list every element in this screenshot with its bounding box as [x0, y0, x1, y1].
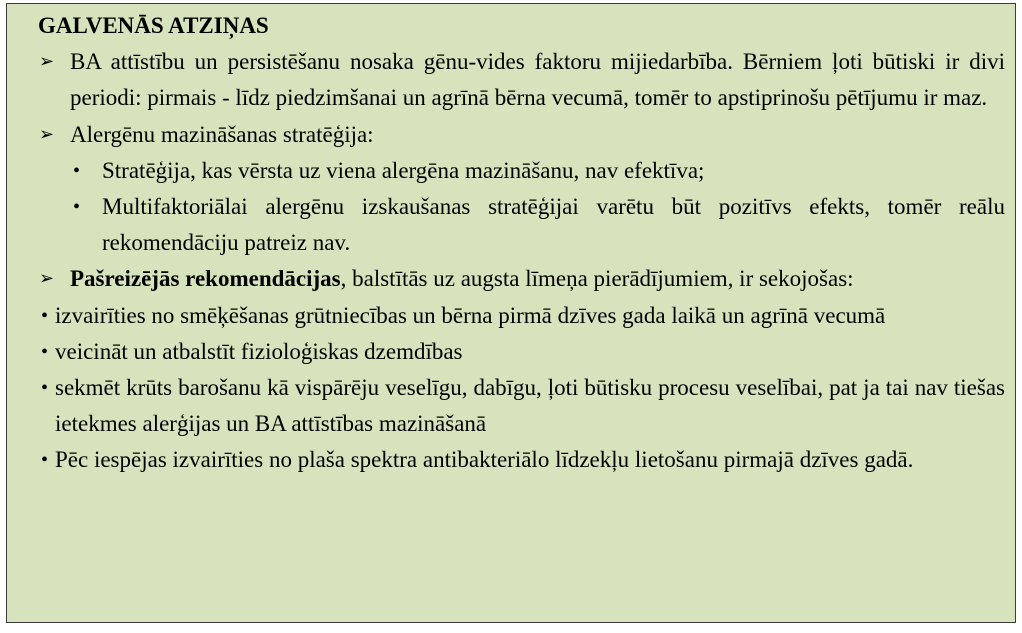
- dot-bullet-icon: •: [41, 340, 49, 363]
- arrow-bullet-icon: ➢: [39, 51, 55, 73]
- item-text: Stratēģija, kas vērsta uz viena alergēna mazināšanu, nav efektīva;: [102, 157, 705, 183]
- key-findings-box: [6, 3, 1016, 623]
- bullet-item-single-allergen: [39, 153, 1005, 189]
- item-text: , balstītās uz augsta līmeņa pierādījumiem, ir sekojošas:: [340, 266, 854, 292]
- arrow-item-recommendations: [39, 261, 1005, 297]
- dot-bullet-icon: •: [73, 159, 81, 182]
- recommendation-item-smoking: [39, 298, 1005, 334]
- arrow-item-allergen-strategy: [39, 117, 1005, 153]
- dot-bullet-icon: •: [41, 449, 49, 472]
- item-text: veicināt un atbalstīt fizioloģiskas dzemdības: [55, 338, 463, 364]
- recommendation-item-birth: [39, 334, 1005, 370]
- bullet-item-multifactorial: [39, 189, 1005, 261]
- recommendation-item-antibiotics: [39, 442, 1005, 478]
- dot-bullet-icon: •: [41, 304, 49, 327]
- item-text: Pēc iespējas izvairīties no plaša spektra antibakteriālo līdzekļu lietošanu pirmajā dzīves gadā.: [55, 447, 914, 473]
- item-bold-text: Pašreizējās rekomendācijas: [70, 266, 341, 292]
- item-text: Alergēnu mazināšanas stratēģija:: [70, 121, 374, 147]
- dot-bullet-icon: •: [41, 377, 49, 400]
- arrow-bullet-icon: ➢: [39, 123, 55, 145]
- item-text: sekmēt krūts barošanu kā vispārēju veselīgu, dabīgu, ļoti būtisku procesu veselībai, pat ja tai nav tiešas ietekmes alerģijas un BA attīstības mazināšanā: [55, 375, 1005, 437]
- box-title: GALVENĀS ATZIŅAS: [38, 13, 269, 38]
- recommendation-item-breastfeeding: [39, 370, 1005, 442]
- item-text: Multifaktoriālai alergēnu izskaušanas stratēģijai varētu būt pozitīvs efekts, tomēr reālu rekomendāciju patreiz nav.: [102, 194, 1005, 256]
- arrow-item-ba-development: [39, 44, 1005, 116]
- item-text: BA attīstību un persistēšanu nosaka gēnu-vides faktoru mijiedarbība. Bērniem ļoti būtiski ir divi periodi: pirmais - līdz piedzimšanai un agrīnā bērna vecumā, tomēr to apstiprinošu pētījumu ir maz.: [70, 49, 1005, 111]
- item-text: izvairīties no smēķēšanas grūtniecības un bērna pirmā dzīves gada laikā un agrīnā vecumā: [55, 302, 886, 328]
- arrow-bullet-icon: ➢: [39, 268, 55, 290]
- dot-bullet-icon: •: [73, 196, 81, 219]
